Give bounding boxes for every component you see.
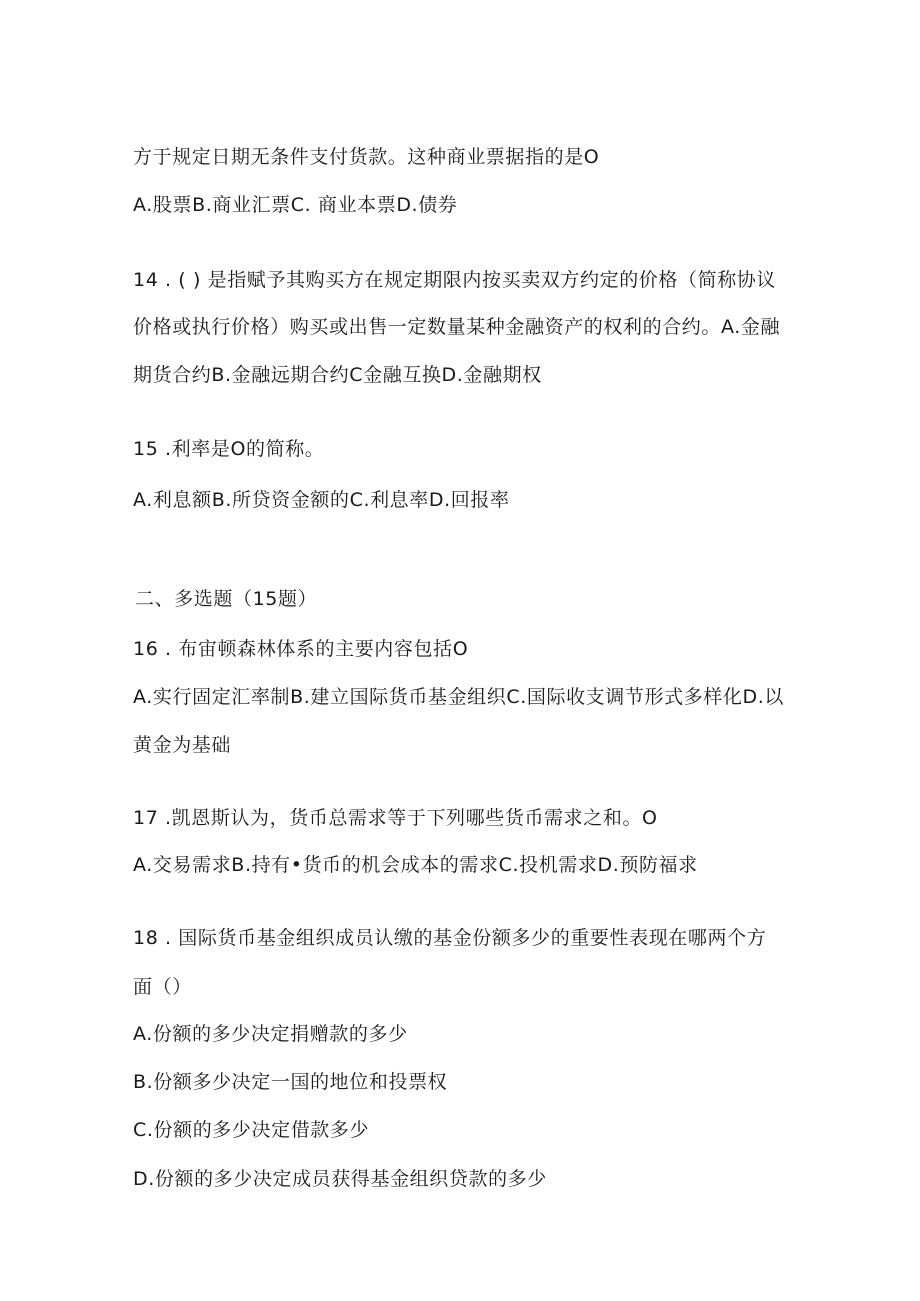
q14-options: 期货合约B.金融远期合约C金融互换D.金融期权	[133, 364, 542, 386]
q18-option-d: D.份额的多少决定成员获得基金组织贷款的多少	[133, 1168, 547, 1190]
q16-stem: 16 . 布宙顿森林体系的主要内容包括O	[133, 638, 469, 660]
q18-option-a: A.份额的多少决定捐赠款的多少	[133, 1023, 408, 1045]
q16-options-line-1: A.实行固定汇率制B.建立国际货币基金组织C.国际收支调节形式多样化D.以	[133, 686, 784, 708]
q15-options: A.利息额B.所贷资金额的C.利息率D.回报率	[133, 489, 510, 511]
q13-stem-tail: 方于规定日期无条件支付货款。这种商业票据指的是O	[133, 146, 600, 168]
q16-options-line-2: 黄金为基础	[133, 734, 232, 756]
q17-options: A.交易需求B.持有•货币的机会成本的需求C.投机需求D.预防福求	[133, 854, 698, 876]
q17-stem: 17 .凯恩斯认为，货币总需求等于下列哪些货币需求之和。O	[133, 807, 658, 829]
q15-stem: 15 .利率是O的简称。	[133, 438, 325, 460]
section-heading-multiple-choice: 二、多选题（15题）	[135, 588, 318, 610]
q18-stem-line-1: 18 . 国际货币基金组织成员认缴的基金份额多少的重要性表现在哪两个方	[133, 927, 767, 949]
q13-options: A.股票B.商业汇票C. 商业本票D.债券	[133, 194, 458, 216]
q14-stem-line-1: 14 . ( ) 是指赋予其购买方在规定期限内按买卖双方约定的价格（简称协议	[133, 269, 777, 291]
q18-option-b: B.份额多少决定一国的地位和投票权	[133, 1071, 448, 1093]
q18-option-c: C.份额的多少决定借款多少	[133, 1119, 370, 1141]
q18-stem-line-2: 面（）	[133, 976, 192, 998]
q14-stem-line-2: 价格或执行价格）购买或出售一定数量某种金融资产的权利的合约。A.金融	[133, 316, 781, 338]
